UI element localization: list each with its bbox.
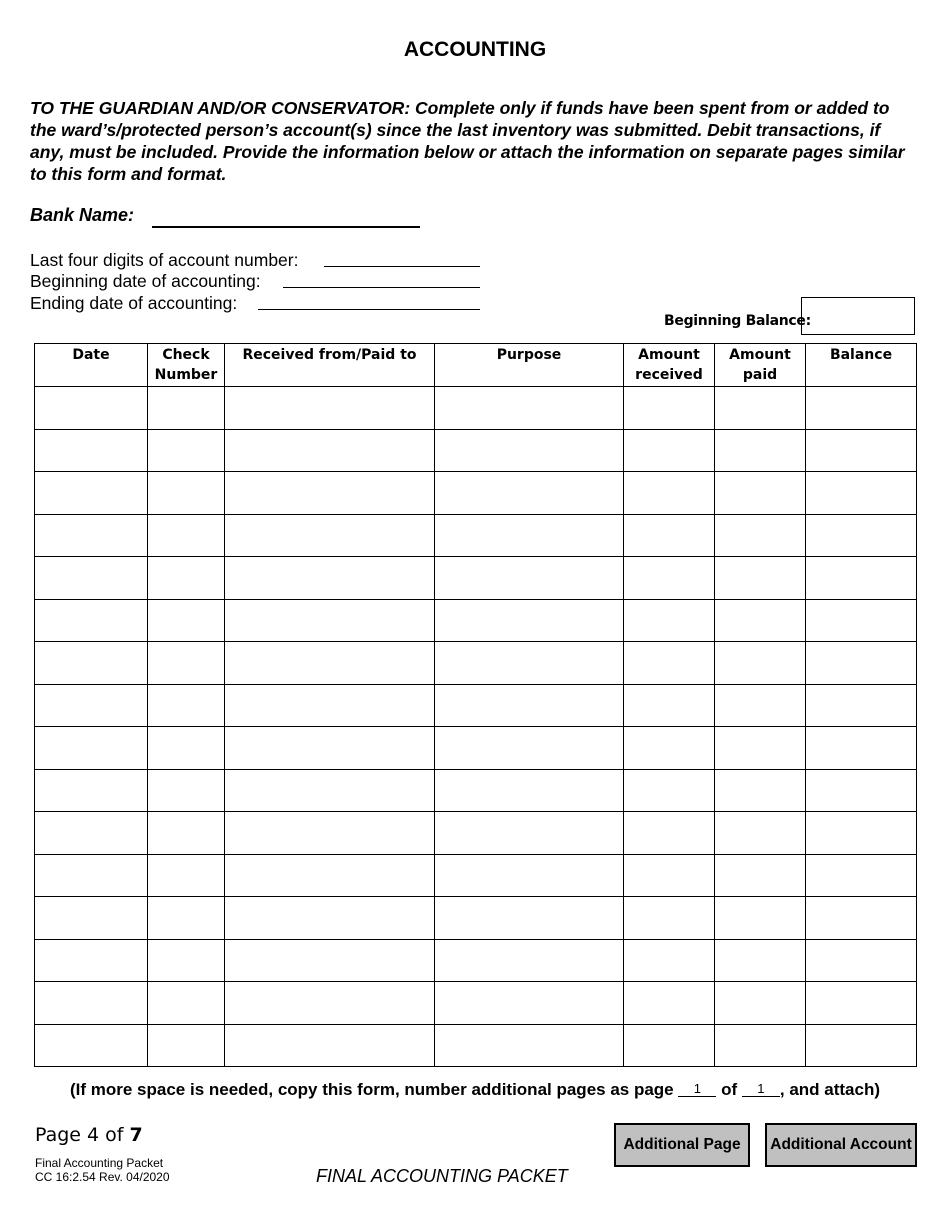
cell-amount-paid[interactable] — [715, 599, 806, 642]
col-header-check-number: Check Number — [148, 344, 225, 387]
cell-amount-paid[interactable] — [715, 1024, 806, 1067]
cell-date[interactable] — [35, 429, 148, 472]
beginning-balance-label: Beginning Balance: — [664, 313, 811, 329]
cell-balance[interactable] — [806, 769, 917, 812]
col-header-amount-received: Amount received — [624, 344, 715, 387]
cell-amount-received[interactable] — [624, 557, 715, 600]
cell-received-paid[interactable] — [225, 429, 435, 472]
table-row — [35, 429, 917, 472]
cell-amount-received[interactable] — [624, 939, 715, 982]
cell-amount-received[interactable] — [624, 1024, 715, 1067]
cell-balance[interactable] — [806, 599, 917, 642]
table-row — [35, 727, 917, 770]
cell-purpose[interactable] — [435, 684, 624, 727]
cell-purpose[interactable] — [435, 769, 624, 812]
cell-balance[interactable] — [806, 727, 917, 770]
cell-balance[interactable] — [806, 472, 917, 515]
cell-check-number[interactable] — [148, 812, 225, 855]
additional-pages-note — [0, 1080, 950, 1100]
beginning-balance-input[interactable] — [801, 297, 915, 335]
cell-received-paid[interactable] — [225, 514, 435, 557]
cell-amount-received[interactable] — [624, 514, 715, 557]
cell-balance[interactable] — [806, 642, 917, 685]
cell-date[interactable] — [35, 812, 148, 855]
cell-received-paid[interactable] — [225, 854, 435, 897]
page-number-field[interactable]: 1 — [678, 1082, 716, 1097]
cell-check-number[interactable] — [148, 1024, 225, 1067]
cell-received-paid[interactable] — [225, 472, 435, 515]
cell-purpose[interactable] — [435, 854, 624, 897]
cell-amount-paid[interactable] — [715, 472, 806, 515]
table-row — [35, 472, 917, 515]
cell-balance[interactable] — [806, 982, 917, 1025]
cell-purpose[interactable] — [435, 514, 624, 557]
cell-date[interactable] — [35, 982, 148, 1025]
cell-balance[interactable] — [806, 387, 917, 430]
cell-balance[interactable] — [806, 429, 917, 472]
cell-check-number[interactable] — [148, 642, 225, 685]
cell-amount-paid[interactable] — [715, 684, 806, 727]
cell-received-paid[interactable] — [225, 769, 435, 812]
cell-date[interactable] — [35, 1024, 148, 1067]
cell-check-number[interactable] — [148, 557, 225, 600]
table-row — [35, 854, 917, 897]
page-indicator-text: Page 4 of — [35, 1124, 124, 1146]
table-row — [35, 684, 917, 727]
table-row — [35, 514, 917, 557]
cell-check-number[interactable] — [148, 599, 225, 642]
cell-amount-received[interactable] — [624, 387, 715, 430]
cell-amount-paid[interactable] — [715, 897, 806, 940]
cell-date[interactable] — [35, 599, 148, 642]
cell-check-number[interactable] — [148, 769, 225, 812]
cell-check-number[interactable] — [148, 387, 225, 430]
cell-amount-paid[interactable] — [715, 642, 806, 685]
table-row — [35, 897, 917, 940]
table-row — [35, 939, 917, 982]
cell-amount-received[interactable] — [624, 812, 715, 855]
cell-balance[interactable] — [806, 812, 917, 855]
cell-check-number[interactable] — [148, 727, 225, 770]
total-pages-field[interactable]: 1 — [742, 1082, 780, 1097]
col-header-received-paid: Received from/Paid to — [225, 344, 435, 387]
cell-amount-paid[interactable] — [715, 514, 806, 557]
note-prefix: (If more space is needed, copy this form, number additional pages as page — [69, 1080, 674, 1099]
cell-amount-received[interactable] — [624, 684, 715, 727]
cell-check-number[interactable] — [148, 429, 225, 472]
begin-date-input[interactable] — [283, 269, 480, 288]
cell-received-paid[interactable] — [225, 939, 435, 982]
form-code: CC 16:2.54 Rev. 04/2020 — [35, 1170, 170, 1184]
cell-check-number[interactable] — [148, 684, 225, 727]
col-header-date: Date — [35, 344, 148, 387]
cell-check-number[interactable] — [148, 514, 225, 557]
col-header-balance: Balance — [806, 344, 917, 387]
cell-date[interactable] — [35, 472, 148, 515]
cell-balance[interactable] — [806, 1024, 917, 1067]
table-row — [35, 557, 917, 600]
cell-date[interactable] — [35, 557, 148, 600]
cell-received-paid[interactable] — [225, 642, 435, 685]
bank-name-label: Bank Name: — [30, 205, 135, 225]
cell-amount-received[interactable] — [624, 854, 715, 897]
additional-page-button[interactable]: Additional Page — [614, 1123, 750, 1167]
end-date-input[interactable] — [258, 291, 480, 310]
cell-purpose[interactable] — [435, 599, 624, 642]
cell-purpose[interactable] — [435, 982, 624, 1025]
cell-balance[interactable] — [806, 854, 917, 897]
ledger-header-row — [35, 344, 917, 387]
cell-purpose[interactable] — [435, 472, 624, 515]
cell-received-paid[interactable] — [225, 897, 435, 940]
cell-date[interactable] — [35, 897, 148, 940]
table-row — [35, 812, 917, 855]
cell-purpose[interactable] — [435, 557, 624, 600]
cell-check-number[interactable] — [148, 939, 225, 982]
cell-amount-paid[interactable] — [715, 769, 806, 812]
cell-amount-paid[interactable] — [715, 387, 806, 430]
instructions-text: TO THE GUARDIAN AND/OR CONSERVATOR: Complete only if funds have been spent from or added to the ward’s/protected person’s account(s) since the last inventory was submitted. Debit transactions, if any, must be included. Provide the information below or attach the information on separate pages similar to this form and format. — [30, 98, 905, 184]
cell-balance[interactable] — [806, 939, 917, 982]
cell-amount-received[interactable] — [624, 769, 715, 812]
page-indicator — [35, 1124, 143, 1146]
packet-name: Final Accounting Packet — [35, 1156, 164, 1170]
cell-purpose[interactable] — [435, 727, 624, 770]
cell-check-number[interactable] — [148, 897, 225, 940]
cell-amount-paid[interactable] — [715, 982, 806, 1025]
cell-check-number[interactable] — [148, 472, 225, 515]
cell-amount-received[interactable] — [624, 472, 715, 515]
packet-info — [35, 1156, 170, 1184]
bank-name-input[interactable] — [152, 206, 420, 228]
cell-amount-received[interactable] — [624, 897, 715, 940]
page-title: ACCOUNTING — [403, 38, 547, 61]
cell-received-paid[interactable] — [225, 684, 435, 727]
cell-date[interactable] — [35, 854, 148, 897]
cell-date[interactable] — [35, 684, 148, 727]
cell-amount-received[interactable] — [624, 727, 715, 770]
table-row — [35, 642, 917, 685]
cell-date[interactable] — [35, 514, 148, 557]
cell-received-paid[interactable] — [225, 599, 435, 642]
cell-amount-paid[interactable] — [715, 854, 806, 897]
cell-amount-received[interactable] — [624, 599, 715, 642]
cell-date[interactable] — [35, 642, 148, 685]
ledger-table — [34, 343, 917, 1067]
cell-date[interactable] — [35, 387, 148, 430]
table-row — [35, 769, 917, 812]
note-of: of — [721, 1080, 738, 1099]
cell-amount-paid[interactable] — [715, 557, 806, 600]
cell-purpose[interactable] — [435, 897, 624, 940]
note-suffix: , and attach) — [779, 1080, 881, 1099]
cell-purpose[interactable] — [435, 939, 624, 982]
additional-account-button[interactable]: Additional Account — [765, 1123, 917, 1167]
cell-balance[interactable] — [806, 557, 917, 600]
account-digits-input[interactable] — [324, 248, 480, 267]
cell-received-paid[interactable] — [225, 1024, 435, 1067]
table-row — [35, 387, 917, 430]
col-header-purpose: Purpose — [435, 344, 624, 387]
cell-amount-received[interactable] — [624, 429, 715, 472]
cell-check-number[interactable] — [148, 982, 225, 1025]
begin-date-label: Beginning date of accounting: — [30, 271, 261, 291]
cell-amount-paid[interactable] — [715, 812, 806, 855]
account-digits-label: Last four digits of account number: — [30, 250, 299, 270]
cell-balance[interactable] — [806, 514, 917, 557]
cell-purpose[interactable] — [435, 812, 624, 855]
cell-received-paid[interactable] — [225, 387, 435, 430]
cell-date[interactable] — [35, 769, 148, 812]
cell-amount-paid[interactable] — [715, 429, 806, 472]
cell-amount-received[interactable] — [624, 642, 715, 685]
cell-amount-paid[interactable] — [715, 727, 806, 770]
cell-received-paid[interactable] — [225, 727, 435, 770]
cell-received-paid[interactable] — [225, 982, 435, 1025]
cell-amount-paid[interactable] — [715, 939, 806, 982]
table-row — [35, 982, 917, 1025]
cell-purpose[interactable] — [435, 1024, 624, 1067]
cell-purpose[interactable] — [435, 642, 624, 685]
cell-purpose[interactable] — [435, 429, 624, 472]
cell-date[interactable] — [35, 939, 148, 982]
cell-received-paid[interactable] — [225, 812, 435, 855]
cell-date[interactable] — [35, 727, 148, 770]
end-date-label: Ending date of accounting: — [30, 293, 238, 313]
table-row — [35, 1024, 917, 1067]
cell-balance[interactable] — [806, 897, 917, 940]
page-total: 7 — [129, 1124, 143, 1146]
table-row — [35, 599, 917, 642]
cell-amount-received[interactable] — [624, 982, 715, 1025]
cell-received-paid[interactable] — [225, 557, 435, 600]
cell-balance[interactable] — [806, 684, 917, 727]
col-header-amount-paid: Amount paid — [715, 344, 806, 387]
cell-purpose[interactable] — [435, 387, 624, 430]
footer-title: FINAL ACCOUNTING PACKET — [316, 1166, 568, 1186]
cell-check-number[interactable] — [148, 854, 225, 897]
